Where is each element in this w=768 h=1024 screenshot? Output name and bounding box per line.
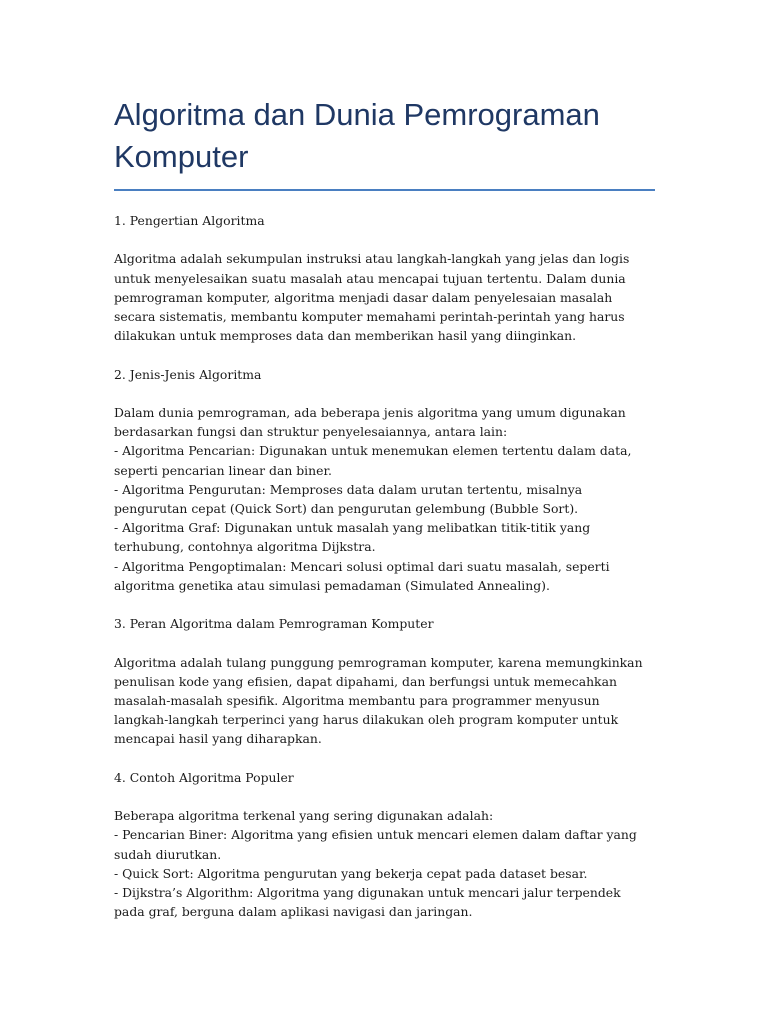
section-4-heading: 4. Contoh Algoritma Populer: [114, 769, 294, 785]
section-3-heading: 3. Peran Algoritma dalam Pemrograman Komputer: [114, 616, 434, 632]
section-1-paragraph: Algoritma adalah sekumpulan instruksi atau langkah-langkah yang jelas dan logis untuk menyelesaikan suatu masalah atau mencapai tujuan tertentu. Dalam dunia pemrograman komputer, algoritma menjadi dasar dalam penyelesaian masalah secara sistematis, membantu komputer memahami perintah-perintah yang harus dilakukan untuk memproses data dan memberikan hasil yang diinginkan.: [114, 251, 630, 344]
document-body: [114, 211, 655, 921]
section-4-intro: Beberapa algoritma terkenal yang sering digunakan adalah:: [114, 808, 494, 824]
list-item: - Algoritma Pengurutan: Memproses data dalam urutan tertentu, misalnya pengurutan cepat (Quick Sort) dan pengurutan gelembung (Bubble Sort).: [114, 481, 583, 516]
section-1-heading: 1. Pengertian Algoritma: [114, 213, 265, 228]
section-2-intro: Dalam dunia pemrograman, ada beberapa jenis algoritma yang umum digunakan berdasarkan fungsi dan struktur penyelesaiannya, antara lain:: [114, 404, 626, 440]
document-page: [114, 94, 655, 921]
list-item: - Dijkstra’s Algorithm: Algoritma yang digunakan untuk mencari jalur terpendek pada graf, berguna dalam aplikasi navigasi dan jaringan.: [114, 885, 621, 920]
section-3-paragraph: Algoritma adalah tulang punggung pemrograman komputer, karena memungkinkan penulisan kode yang efisien, dapat dipahami, dan berfungsi untuk memecahkan masalah-masalah spesifik. Algoritma membantu para programmer menyusun langkah-langkah terperinci yang harus dilakukan oleh program komputer untuk mencapai hasil yang diharapkan.: [114, 654, 643, 747]
list-item: - Pencarian Biner: Algoritma yang efisien untuk mencari elemen dalam daftar yang sudah diurutkan.: [114, 827, 637, 862]
list-item: - Algoritma Pencarian: Digunakan untuk menemukan elemen tertentu dalam data, seperti pencarian linear dan biner.: [114, 443, 632, 478]
document-title: Algoritma dan Dunia Pemrograman Komputer: [114, 94, 655, 191]
list-item: - Algoritma Graf: Digunakan untuk masalah yang melibatkan titik-titik yang terhubung, contohnya algoritma Dijkstra.: [114, 520, 591, 555]
list-item: - Algoritma Pengoptimalan: Mencari solusi optimal dari suatu masalah, seperti algoritma genetika atau simulasi pemadaman (Simulated Annealing).: [114, 558, 610, 593]
section-2-heading: 2. Jenis-Jenis Algoritma: [114, 366, 262, 382]
list-item: - Quick Sort: Algoritma pengurutan yang bekerja cepat pada dataset besar.: [114, 865, 588, 881]
